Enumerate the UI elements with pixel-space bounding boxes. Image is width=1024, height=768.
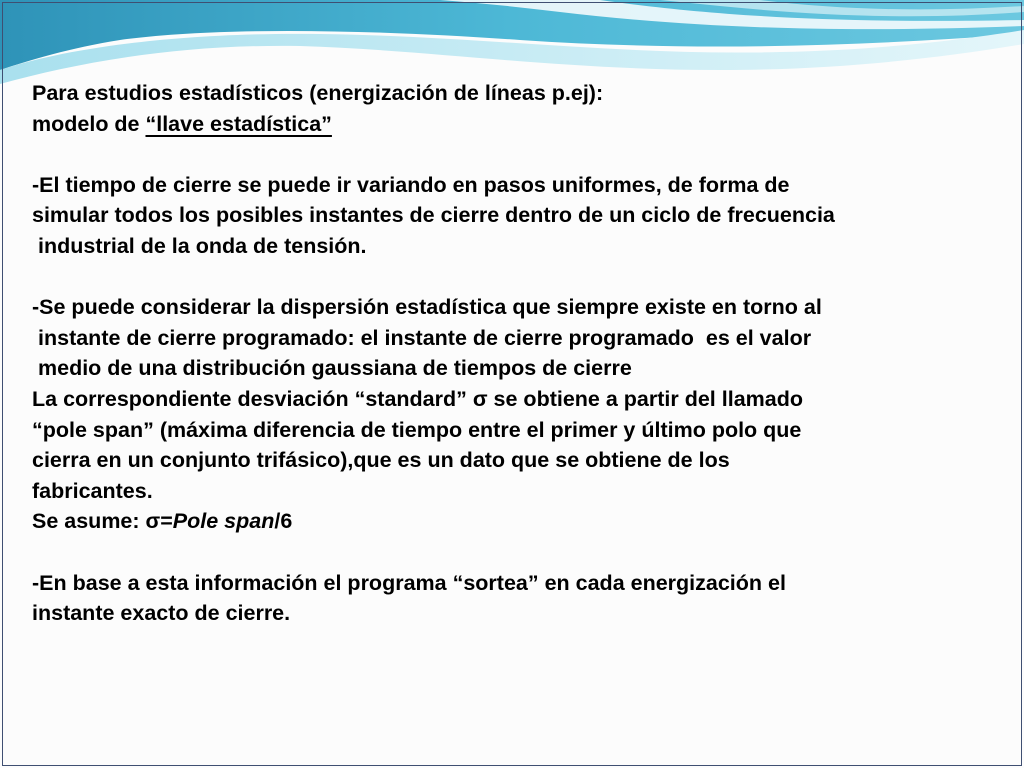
point2-line-4: La correspondiente desviación “standard” σ se obtiene a partir del llamado — [32, 386, 803, 411]
intro-line-2-prefix: modelo de — [32, 111, 146, 136]
sigma-formula — [32, 506, 1007, 537]
formula-prefix: Se asume: — [32, 509, 146, 534]
point2-line-7: fabricantes. — [32, 478, 153, 503]
decorative-wave-header — [0, 0, 1024, 90]
slide-body — [32, 78, 1007, 629]
intro-line-1: Para estudios estadísticos (energización de líneas p.ej): — [32, 81, 604, 105]
paragraph-gap — [32, 537, 1007, 568]
intro-line-2 — [32, 109, 1007, 140]
llave-estadistica-term: “llave estadística” — [145, 111, 332, 136]
point3-line-1: -En base a esta información el programa “sortea” en cada energización el — [32, 570, 786, 595]
point2-line-3: medio de una distribución gaussiana de tiempos de cierre — [38, 356, 632, 381]
pole-span-term: Pole span — [172, 509, 275, 534]
point2-line-2: instante de cierre programado: el instante de cierre programado es el valor — [38, 325, 812, 350]
sigma-symbol: σ= — [145, 509, 173, 534]
paragraph-gap — [32, 139, 1007, 170]
paragraph-gap — [32, 262, 1007, 293]
point1-line-1: -El tiempo de cierre se puede ir variando en pasos uniformes, de forma de — [32, 172, 790, 197]
point2-line-5: “pole span” (máxima diferencia de tiempo entre el primer y último polo que — [32, 417, 802, 442]
point1-line-3: industrial de la onda de tensión. — [38, 233, 367, 258]
point1-line-2: simular todos los posibles instantes de cierre dentro de un ciclo de frecuencia — [32, 203, 835, 228]
point2-line-6: cierra en un conjunto trifásico),que es un dato que se obtiene de los — [32, 448, 730, 473]
point2-line-1: -Se puede considerar la dispersión estadística que siempre existe en torno al — [32, 295, 822, 320]
formula-suffix: /6 — [274, 509, 293, 534]
point3-line-2: instante exacto de cierre. — [32, 601, 291, 626]
